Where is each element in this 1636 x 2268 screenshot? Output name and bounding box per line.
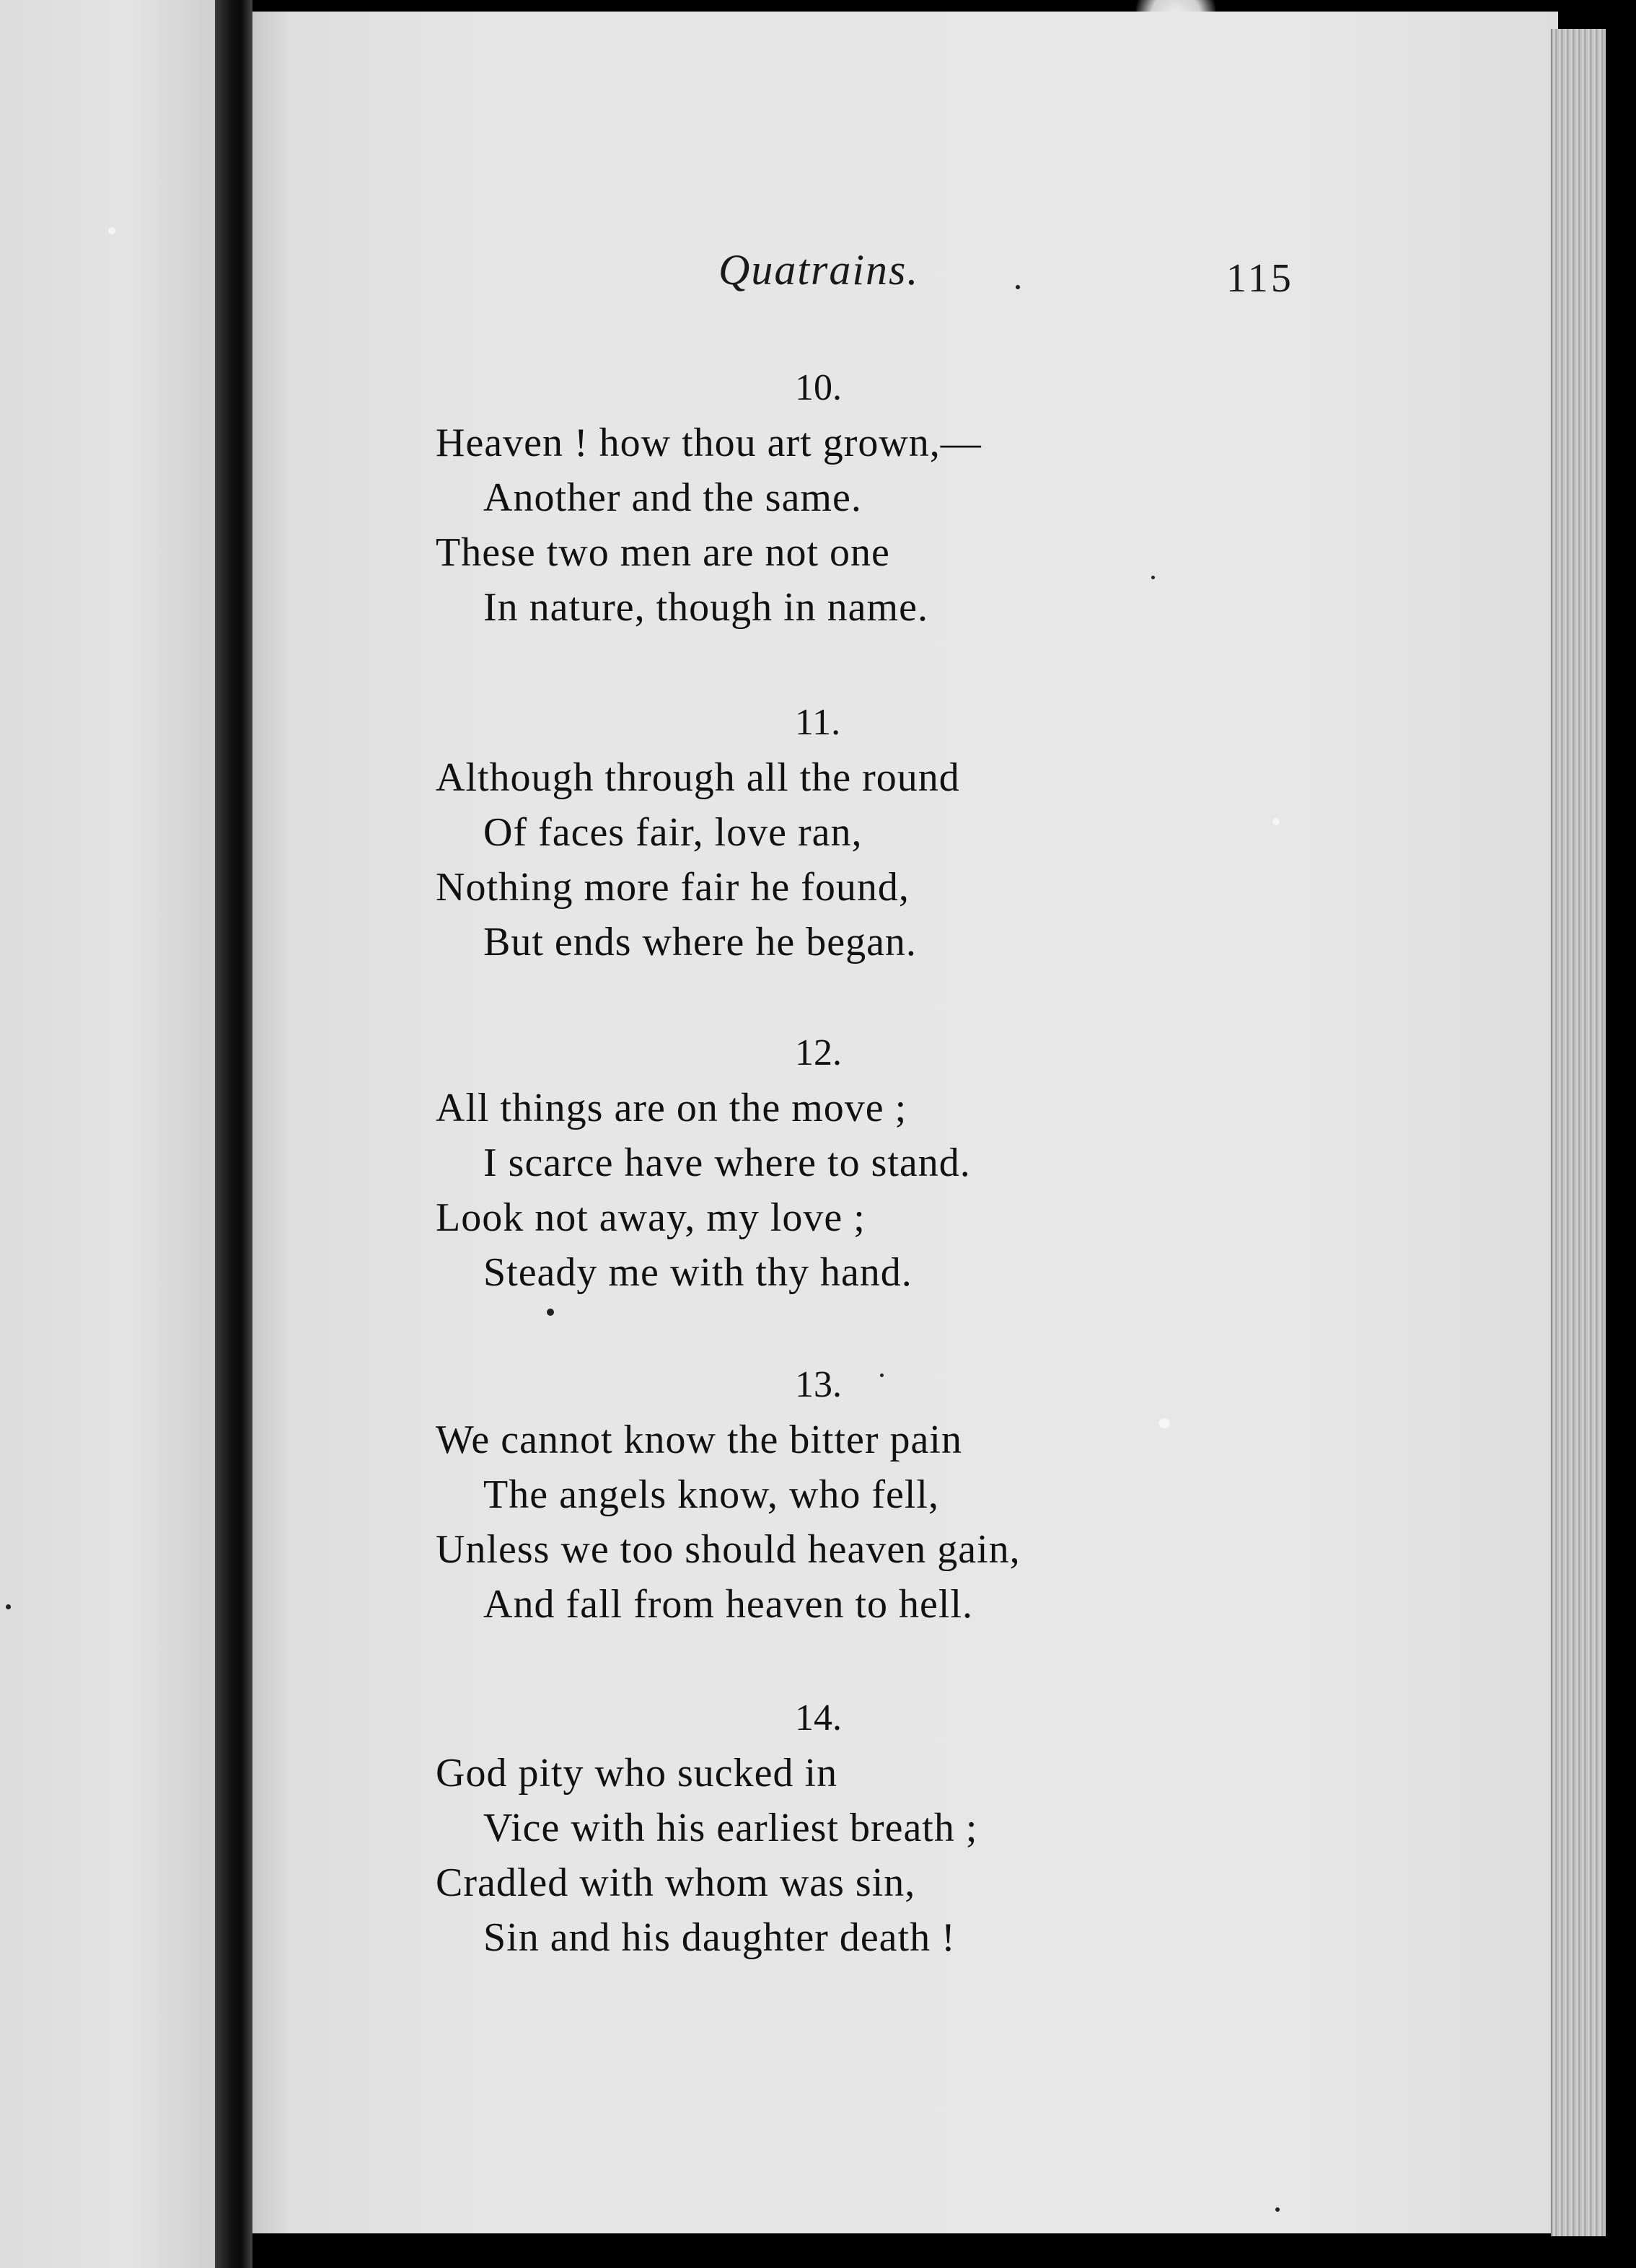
quatrain-number: 10. (795, 367, 842, 408)
dust-speck (1275, 2207, 1280, 2212)
verse-line: The angels know, who fell, (483, 1472, 939, 1517)
page-number: 115 (1226, 256, 1294, 301)
page-edge-stack (1551, 29, 1606, 2236)
verse-line: God pity who sucked in (436, 1751, 838, 1796)
dust-speck (1272, 818, 1280, 825)
binding-gutter (215, 0, 252, 2268)
verse-line: Cradled with whom was sin, (436, 1860, 916, 1905)
running-header-title: Quatrains. (718, 246, 920, 294)
dust-speck (108, 227, 115, 234)
dust-speck (1151, 576, 1155, 579)
verse-line: These two men are not one (436, 530, 890, 575)
verse-line: Of faces fair, love ran, (483, 810, 863, 855)
previous-page-edge (0, 0, 215, 2268)
verse-line: All things are on the move ; (436, 1086, 907, 1130)
dust-speck (547, 1309, 554, 1316)
verse-line: Look not away, my love ; (436, 1195, 866, 1240)
dust-speck (6, 1604, 11, 1609)
top-scan-border (252, 0, 1604, 12)
verse-line: But ends where he began. (483, 920, 917, 964)
quatrain-number: 14. (795, 1697, 842, 1739)
verse-line: Although through all the round (436, 755, 960, 800)
verse-line: We cannot know the bitter pain (436, 1418, 962, 1462)
quatrain-number: 13. (795, 1364, 842, 1405)
verse-line: Vice with his earliest breath ; (483, 1806, 978, 1850)
verse-line: Unless we too should heaven gain, (436, 1527, 1021, 1572)
verse-line: Heaven ! how thou art grown,— (436, 421, 982, 465)
dust-speck (880, 1373, 884, 1377)
verse-line: Another and the same. (483, 475, 862, 520)
verse-line: And fall from heaven to hell. (483, 1582, 974, 1627)
dust-speck (1016, 285, 1020, 289)
verse-line: Nothing more fair he found, (436, 865, 910, 910)
dust-speck (1158, 1418, 1170, 1428)
verse-line: Steady me with thy hand. (483, 1250, 912, 1295)
quatrain-number: 12. (795, 1032, 842, 1073)
verse-line: Sin and his daughter death ! (483, 1915, 956, 1960)
quatrain-number: 11. (795, 702, 841, 743)
verse-line: In nature, though in name. (483, 585, 928, 630)
verse-line: I scarce have where to stand. (483, 1140, 971, 1185)
